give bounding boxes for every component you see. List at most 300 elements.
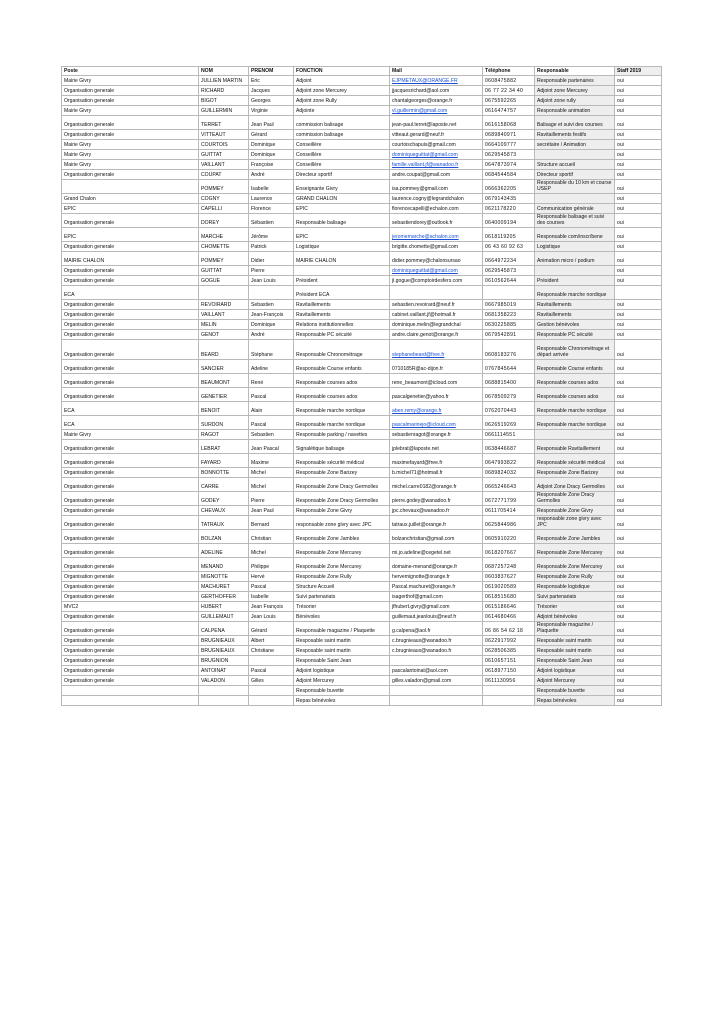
cell-staff: oui <box>615 686 662 696</box>
cell-responsable: Responsable magazine / Plaquette <box>535 622 615 636</box>
cell-telephone: 0611130956 <box>483 676 535 686</box>
cell-nom: GOGUE <box>199 276 249 286</box>
cell-mail: domaine-menand@orange.fr <box>390 558 483 572</box>
cell-prenom: René <box>249 374 294 388</box>
cell-telephone: 0608183276 <box>483 340 535 360</box>
cell-responsable: Communication générale <box>535 204 615 214</box>
cell-staff: oui <box>615 150 662 160</box>
cell-responsable: Responsable buvette <box>535 686 615 696</box>
cell-prenom: Philippe <box>249 558 294 572</box>
cell-fonction: Suivi partenariats <box>294 592 390 602</box>
cell-staff: oui <box>615 592 662 602</box>
cell-responsable: Adjoint bénévoles <box>535 612 615 622</box>
cell-poste <box>62 696 199 706</box>
cell-poste: Organisation generale <box>62 320 199 330</box>
cell-mail: jl.gogue@comptoirdesfers.com <box>390 276 483 286</box>
cell-responsable: Ravitaillements <box>535 310 615 320</box>
cell-poste: Organisation generale <box>62 116 199 130</box>
table-row <box>62 558 662 572</box>
cell-responsable: Responsable Zone Dracy Germolles <box>535 492 615 506</box>
cell-fonction: Responsable PC sécuité <box>294 330 390 340</box>
cell-responsable: Responsable animation <box>535 106 615 116</box>
cell-fonction: EPIC <box>294 228 390 242</box>
cell-poste: Mairie Givry <box>62 140 199 150</box>
cell-prenom: Didier <box>249 252 294 266</box>
cell-staff: oui <box>615 276 662 286</box>
cell-mail[interactable]: famille.vaillant.jf@wanadoo.fr <box>390 160 483 170</box>
cell-prenom: Christiane <box>249 646 294 656</box>
cell-staff: oui <box>615 252 662 266</box>
cell-mail[interactable]: vl.guillermin@gmail.com <box>390 106 483 116</box>
cell-responsable: Responsable marche nordique <box>535 402 615 416</box>
cell-fonction: Président ECA <box>294 286 390 300</box>
cell-prenom <box>249 286 294 300</box>
cell-mail: andre.claire.genot@orange.fr <box>390 330 483 340</box>
cell-fonction: Responsable courses ados <box>294 388 390 402</box>
cell-responsable: Suivi partenariats <box>535 592 615 602</box>
table-row <box>62 646 662 656</box>
cell-poste: MAIRIE CHALON <box>62 252 199 266</box>
cell-prenom: Dominique <box>249 320 294 330</box>
cell-telephone: 0762070443 <box>483 402 535 416</box>
cell-responsable: Responsable Zone Jambles <box>535 530 615 544</box>
cell-prenom: Jean Louis <box>249 276 294 286</box>
table-row <box>62 374 662 388</box>
table-row <box>62 86 662 96</box>
cell-fonction: Responsable courses ados <box>294 374 390 388</box>
cell-staff: oui <box>615 612 662 622</box>
cell-responsable: Adjoint zone Mercurey <box>535 86 615 96</box>
cell-fonction: Structure Accueil <box>294 582 390 592</box>
table-row <box>62 96 662 106</box>
cell-prenom: Sebastien <box>249 430 294 440</box>
cell-nom: CHEVAUX <box>199 506 249 516</box>
cell-staff: oui <box>615 402 662 416</box>
cell-nom: BENOIT <box>199 402 249 416</box>
cell-responsable: Responsable Zone Givry <box>535 506 615 516</box>
cell-nom: MELIN <box>199 320 249 330</box>
cell-fonction: Adjoint Mercurey <box>294 676 390 686</box>
cell-staff: oui <box>615 374 662 388</box>
cell-nom: BRUGNIEAUX <box>199 646 249 656</box>
cell-responsable: Repas bénévoles <box>535 696 615 706</box>
cell-responsable: Responsable marche nordique <box>535 286 615 300</box>
cell-fonction: GRAND CHALON <box>294 194 390 204</box>
cell-mail: laurence.cogny@legrandchalon <box>390 194 483 204</box>
cell-nom: JULLIEN MARTIN <box>199 76 249 86</box>
cell-mail[interactable]: dominiqueguittat@gmail.com <box>390 266 483 276</box>
cell-nom: COGNY <box>199 194 249 204</box>
cell-nom: ADELINE <box>199 544 249 558</box>
cell-fonction: Responsable Zone Dracy Germolles <box>294 478 390 492</box>
cell-responsable: secrétaire / Animation <box>535 140 615 150</box>
cell-mail[interactable]: aben.remy@orange.fr <box>390 402 483 416</box>
cell-responsable: Adjoint zone rully <box>535 96 615 106</box>
cell-staff: oui <box>615 516 662 530</box>
cell-mail: isa.pommey@gmail.com <box>390 180 483 194</box>
cell-staff: oui <box>615 558 662 572</box>
cell-responsable: Adjoint Mercurey <box>535 676 615 686</box>
cell-responsable: Responsable balisage et suivi des courses <box>535 214 615 228</box>
cell-responsable: Responsable logistique <box>535 582 615 592</box>
cell-staff: oui <box>615 330 662 340</box>
table-row <box>62 300 662 310</box>
cell-poste: Organisation generale <box>62 612 199 622</box>
cell-staff: oui <box>615 214 662 228</box>
cell-fonction: Adjoint logistique <box>294 666 390 676</box>
header-telephone: Téléphone <box>483 67 535 76</box>
cell-prenom: Michel <box>249 544 294 558</box>
cell-telephone <box>483 686 535 696</box>
cell-mail[interactable]: stephanebeard@free.fr <box>390 340 483 360</box>
cell-mail[interactable]: dominiqueguittat@gmail.com <box>390 150 483 160</box>
cell-poste: Mairie Givry <box>62 150 199 160</box>
cell-telephone: 0664972234 <box>483 252 535 266</box>
cell-prenom: Jean François <box>249 602 294 612</box>
cell-responsable <box>535 266 615 276</box>
cell-poste: Organisation generale <box>62 666 199 676</box>
cell-prenom: Jean Paul <box>249 116 294 130</box>
cell-fonction: Responsable Zone Jambles <box>294 530 390 544</box>
cell-prenom: Michel <box>249 478 294 492</box>
cell-staff: oui <box>615 602 662 612</box>
table-row <box>62 286 662 300</box>
table-row <box>62 572 662 582</box>
cell-nom: HUBERT <box>199 602 249 612</box>
cell-mail: g.calpena@aol.fr <box>390 622 483 636</box>
cell-prenom: Laurence <box>249 194 294 204</box>
cell-mail: courtoischapuis@gmail.com <box>390 140 483 150</box>
table-row <box>62 402 662 416</box>
cell-mail <box>390 696 483 706</box>
cell-fonction: Responsable Zone Givry <box>294 506 390 516</box>
spreadsheet <box>61 66 662 706</box>
cell-responsable: responsable zone givry avec JPC <box>535 516 615 530</box>
cell-poste: Organisation generale <box>62 276 199 286</box>
cell-fonction: Repas bénévoles <box>294 696 390 706</box>
cell-poste: MVC2 <box>62 602 199 612</box>
cell-responsable: Balisage et suivi des courses <box>535 116 615 130</box>
cell-poste: Organisation generale <box>62 676 199 686</box>
cell-prenom <box>249 696 294 706</box>
cell-prenom: Pascal <box>249 666 294 676</box>
table-row <box>62 266 662 276</box>
cell-mail[interactable]: jeromemarche@achalon.com <box>390 228 483 242</box>
cell-responsable: Responsable Zone Mercurey <box>535 558 615 572</box>
cell-telephone: 0672771799 <box>483 492 535 506</box>
cell-poste: EPIC <box>62 228 199 242</box>
cell-mail: sebastien.revoirard@neuf.fr <box>390 300 483 310</box>
table-row <box>62 696 662 706</box>
cell-fonction: Président <box>294 276 390 286</box>
header-nom: NOM <box>199 67 249 76</box>
cell-nom: MIGNOTTE <box>199 572 249 582</box>
cell-telephone: 0661114551 <box>483 430 535 440</box>
cell-staff: oui <box>615 530 662 544</box>
cell-responsable <box>535 194 615 204</box>
cell-nom: TERRET <box>199 116 249 130</box>
cell-prenom: Pierre <box>249 266 294 276</box>
table-row <box>62 140 662 150</box>
cell-telephone: 06 86 54 62 18 <box>483 622 535 636</box>
cell-staff: oui <box>615 666 662 676</box>
cell-mail[interactable]: pascalmarinejo@icloud.com <box>390 416 483 430</box>
cell-poste: Organisation generale <box>62 242 199 252</box>
cell-staff: oui <box>615 676 662 686</box>
cell-prenom: Pascal <box>249 416 294 430</box>
cell-staff <box>615 286 662 300</box>
cell-prenom: Florence <box>249 204 294 214</box>
cell-nom: GUITTAT <box>199 266 249 276</box>
cell-nom: RICHARD <box>199 86 249 96</box>
cell-fonction: Resposable saint martin <box>294 636 390 646</box>
cell-fonction: Logistique <box>294 242 390 252</box>
cell-nom <box>199 286 249 300</box>
cell-poste: ECA <box>62 402 199 416</box>
cell-mail: rene_beaumont@icloud.com <box>390 374 483 388</box>
cell-fonction: Bénévoles <box>294 612 390 622</box>
cell-fonction: Responsable Zone Barizey <box>294 468 390 478</box>
cell-prenom: Pascal <box>249 582 294 592</box>
cell-staff: oui <box>615 622 662 636</box>
cell-nom: BRUGNIEAUX <box>199 636 249 646</box>
cell-poste: ECA <box>62 286 199 300</box>
cell-telephone: 0678509279 <box>483 388 535 402</box>
cell-nom: TATRAUX <box>199 516 249 530</box>
cell-poste: Organisation generale <box>62 96 199 106</box>
cell-telephone: 0621178220 <box>483 204 535 214</box>
cell-staff: oui <box>615 140 662 150</box>
header-poste: Poste <box>62 67 199 76</box>
cell-staff: oui <box>615 340 662 360</box>
cell-mail[interactable]: EJPMETAUX@ORANGE.FR <box>390 76 483 86</box>
cell-mail: michel.carre0182@orange.fr <box>390 478 483 492</box>
table-row <box>62 330 662 340</box>
cell-staff: oui <box>615 96 662 106</box>
cell-telephone: 0647993822 <box>483 454 535 468</box>
table-row <box>62 160 662 170</box>
cell-mail: mi.jo.adeline@cegetel.net <box>390 544 483 558</box>
cell-nom: REVOIRARD <box>199 300 249 310</box>
cell-prenom: Gilles <box>249 676 294 686</box>
cell-telephone: 0664109777 <box>483 140 535 150</box>
cell-telephone: 0614680466 <box>483 612 535 622</box>
cell-nom: VAILLANT <box>199 160 249 170</box>
cell-responsable: Resposable saint martin <box>535 636 615 646</box>
cell-mail: sebastiendorey@outlook.fr <box>390 214 483 228</box>
table-row <box>62 506 662 516</box>
cell-poste: Mairie Givry <box>62 430 199 440</box>
table-row <box>62 180 662 194</box>
cell-responsable: Logistique <box>535 242 615 252</box>
cell-mail <box>390 656 483 666</box>
cell-fonction: commission balisage <box>294 130 390 140</box>
cell-fonction: Responsable Course enfants <box>294 360 390 374</box>
cell-responsable: Resposable saint martin <box>535 646 615 656</box>
table-row <box>62 636 662 646</box>
cell-staff: oui <box>615 506 662 516</box>
cell-fonction: Responsable sécurité médical <box>294 454 390 468</box>
cell-nom: GENOT <box>199 330 249 340</box>
cell-mail: jpc.chevaux@wanadoo.fr <box>390 506 483 516</box>
cell-responsable: Adjoint logistique <box>535 666 615 676</box>
cell-fonction: Responsable marche nordique <box>294 416 390 430</box>
cell-fonction: Conseillère <box>294 140 390 150</box>
cell-prenom: Maxime <box>249 454 294 468</box>
cell-prenom: André <box>249 170 294 180</box>
cell-poste: EPIC <box>62 204 199 214</box>
cell-poste: Organisation generale <box>62 170 199 180</box>
cell-poste: ECA <box>62 416 199 430</box>
cell-mail: jjacquesrichard@aol.com <box>390 86 483 96</box>
cell-nom: DOREY <box>199 214 249 228</box>
cell-nom: MARCHE <box>199 228 249 242</box>
table-row <box>62 360 662 374</box>
cell-staff: oui <box>615 180 662 194</box>
cell-responsable: Gestion bénévoles <box>535 320 615 330</box>
cell-responsable: Responsable PC sécuité <box>535 330 615 340</box>
table-row <box>62 544 662 558</box>
cell-fonction: Responsable Zone Rully <box>294 572 390 582</box>
cell-nom: VITTEAUT <box>199 130 249 140</box>
cell-fonction: Responsable Chronométrage <box>294 340 390 360</box>
header-responsable: Responsable <box>535 67 615 76</box>
cell-staff: oui <box>615 76 662 86</box>
cell-staff: oui <box>615 696 662 706</box>
cell-mail: vitteaut.gerard@neuf.fr <box>390 130 483 140</box>
cell-responsable: Responsable courses ados <box>535 374 615 388</box>
cell-telephone: 0681358223 <box>483 310 535 320</box>
cell-fonction: Adjoint zone Mercurey <box>294 86 390 96</box>
cell-mail: jfhubert.givry@gmail.com <box>390 602 483 612</box>
cell-nom <box>199 686 249 696</box>
cell-poste: Mairie Givry <box>62 106 199 116</box>
cell-telephone: 0622917992 <box>483 636 535 646</box>
cell-fonction: Ravitaillements <box>294 300 390 310</box>
cell-prenom: Gérard <box>249 130 294 140</box>
cell-staff: oui <box>615 572 662 582</box>
cell-staff: oui <box>615 320 662 330</box>
cell-nom: POMMEY <box>199 252 249 266</box>
cell-poste: Mairie Givry <box>62 160 199 170</box>
table-row <box>62 214 662 228</box>
cell-prenom: Jean Paul <box>249 506 294 516</box>
cell-fonction: EPIC <box>294 204 390 214</box>
cell-nom: GUITTAT <box>199 150 249 160</box>
cell-telephone: 0628506385 <box>483 646 535 656</box>
cell-telephone <box>483 286 535 300</box>
cell-nom: CALPENA <box>199 622 249 636</box>
cell-fonction: Responsable buvette <box>294 686 390 696</box>
cell-nom <box>199 696 249 706</box>
table-row <box>62 320 662 330</box>
cell-fonction: Conseillère <box>294 160 390 170</box>
cell-poste: Organisation generale <box>62 310 199 320</box>
cell-responsable: Responsable Chronométrage et départ arrivée <box>535 340 615 360</box>
cell-prenom: Dominique <box>249 150 294 160</box>
cell-prenom: Jérôme <box>249 228 294 242</box>
cell-responsable: Responsable Zone Barizey <box>535 468 615 478</box>
cell-responsable: Trésorier <box>535 602 615 612</box>
cell-mail: maximefayard@free.fr <box>390 454 483 468</box>
cell-telephone: 0667985019 <box>483 300 535 310</box>
table-row <box>62 106 662 116</box>
cell-fonction: Responsable Zone Mercurey <box>294 544 390 558</box>
cell-responsable: Responsable com/inscr/bene <box>535 228 615 242</box>
cell-responsable: Animation micro / podium <box>535 252 615 266</box>
cell-fonction: Adjoint <box>294 76 390 86</box>
cell-fonction: Ravitaillements <box>294 310 390 320</box>
cell-prenom: Jean Louis <box>249 612 294 622</box>
cell-responsable <box>535 150 615 160</box>
cell-responsable: Responsable du 10 km et course USEP <box>535 180 615 194</box>
cell-fonction: Responsable balisage <box>294 214 390 228</box>
cell-fonction: Signalétique balisage <box>294 440 390 454</box>
cell-telephone: 0675592265 <box>483 96 535 106</box>
table-row <box>62 468 662 478</box>
cell-staff: oui <box>615 440 662 454</box>
cell-nom: RAGOT <box>199 430 249 440</box>
cell-responsable: Responsable partenaires <box>535 76 615 86</box>
cell-fonction: MAIRIE CHALON <box>294 252 390 266</box>
cell-nom: POMMEY <box>199 180 249 194</box>
cell-responsable: Responsable Course enfants <box>535 360 615 374</box>
table-row <box>62 310 662 320</box>
cell-staff: oui <box>615 310 662 320</box>
cell-prenom: Stéphane <box>249 340 294 360</box>
cell-staff: oui <box>615 160 662 170</box>
table-row <box>62 454 662 468</box>
cell-prenom: Isabelle <box>249 592 294 602</box>
cell-nom: LEBRAT <box>199 440 249 454</box>
cell-telephone: 0640009194 <box>483 214 535 228</box>
cell-telephone: 0666362205 <box>483 180 535 194</box>
table-row <box>62 592 662 602</box>
cell-telephone: 0615186646 <box>483 602 535 612</box>
cell-poste: Organisation generale <box>62 646 199 656</box>
cell-staff: oui <box>615 170 662 180</box>
cell-poste: Organisation generale <box>62 86 199 96</box>
cell-telephone: 0625844986 <box>483 516 535 530</box>
cell-prenom: Pascal <box>249 388 294 402</box>
cell-nom: BIGOT <box>199 96 249 106</box>
cell-mail: pascalgenetier@yahoo.fr <box>390 388 483 402</box>
cell-telephone: 0611705414 <box>483 506 535 516</box>
cell-prenom: Eric <box>249 76 294 86</box>
cell-poste: Mairie Givry <box>62 76 199 86</box>
cell-staff: oui <box>615 106 662 116</box>
cell-staff: oui <box>615 646 662 656</box>
cell-mail: hervemignotte@orange.fr <box>390 572 483 582</box>
table-row <box>62 76 662 86</box>
cell-fonction: Adjointe <box>294 106 390 116</box>
table-row <box>62 430 662 440</box>
cell-prenom: Virginie <box>249 106 294 116</box>
cell-telephone: 06 43 60 92 63 <box>483 242 535 252</box>
table-row <box>62 116 662 130</box>
cell-poste: Organisation generale <box>62 340 199 360</box>
cell-poste: Organisation generale <box>62 454 199 468</box>
cell-mail <box>390 686 483 696</box>
cell-nom: CHOMETTE <box>199 242 249 252</box>
cell-mail: andre.coupat@gmail.com <box>390 170 483 180</box>
cell-poste: Organisation generale <box>62 636 199 646</box>
cell-mail: Pascal.machuret@orange.fr <box>390 582 483 592</box>
cell-staff: oui <box>615 544 662 558</box>
cell-telephone: 0618207667 <box>483 544 535 558</box>
table-row <box>62 170 662 180</box>
cell-prenom: Sebastien <box>249 300 294 310</box>
